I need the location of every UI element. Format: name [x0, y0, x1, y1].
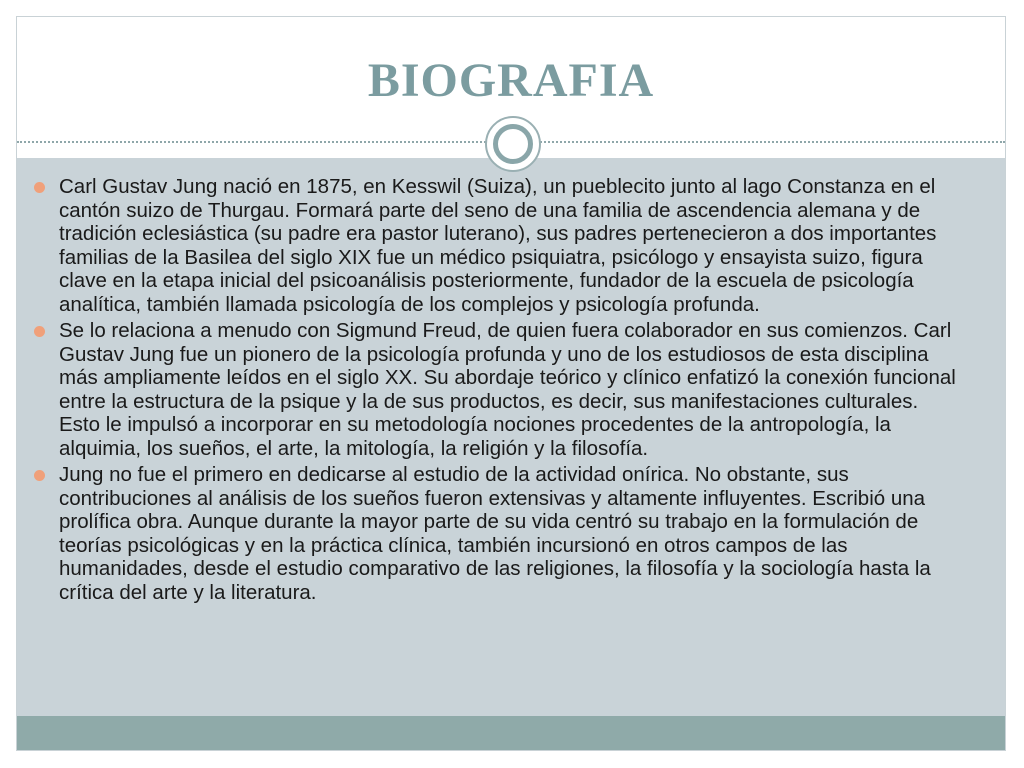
bullet-dot-icon: [34, 182, 45, 193]
bullet-text: Se lo relaciona a menudo con Sigmund Freud, de quien fuera colaborador en sus comienzos. Carl Gustav Jung fue un pionero de la psicología profunda y uno de los estudiosos de esta disciplina más ampliamente leídos en el siglo XX. Su abordaje teórico y clínico enfatizó la conexión funcional entre la estructura de la psique y la de sus productos, es decir, sus manifestaciones culturales. Esto le impulsó a incorporar en su metodología nociones procedentes de la antropología, la alquimia, los sueños, el arte, la mitología, la religión y la filosofía.: [59, 319, 956, 460]
bullet-text: Carl Gustav Jung nació en 1875, en Kesswil (Suiza), un pueblecito junto al lago Constanza en el cantón suizo de Thurgau. Formará parte del seno de una familia de ascendencia alemana y de tradición eclesiástica (su padre era pastor luterano), sus padres pertenecieron a dos importantes familias de la Basilea del siglo XIX fue un médico psiquiatra, psicólogo y ensayista suizo, figura clave en la etapa inicial del psicoanálisis posteriormente, fundador de la escuela de psicología analítica, también llamada psicología de los complejos y psicología profunda.: [59, 175, 937, 316]
slide-title: BIOGRAFIA: [367, 54, 655, 107]
ring-ornament-icon: [485, 116, 541, 172]
bullet-dot-icon: [34, 326, 45, 337]
bullet-item: [34, 463, 964, 604]
bullet-list: [34, 175, 964, 607]
bullet-text: Jung no fue el primero en dedicarse al estudio de la actividad onírica. No obstante, sus contribuciones al análisis de los sueños fueron extensivas y altamente influyentes. Escribió una prolífica obra. Aunque durante la mayor parte de su vida centró su trabajo en la formulación de teorías psicológicas y en la práctica clínica, también incursionó en otros campos de las humanidades, desde el estudio comparativo de las religiones, la filosofía y la sociología hasta la crítica del arte y la literatura.: [59, 463, 931, 604]
bullet-item: [34, 175, 964, 316]
bullet-item: [34, 319, 964, 460]
footer-bar: [17, 716, 1005, 750]
bullet-dot-icon: [34, 470, 45, 481]
ring-ornament-inner: [493, 124, 533, 164]
